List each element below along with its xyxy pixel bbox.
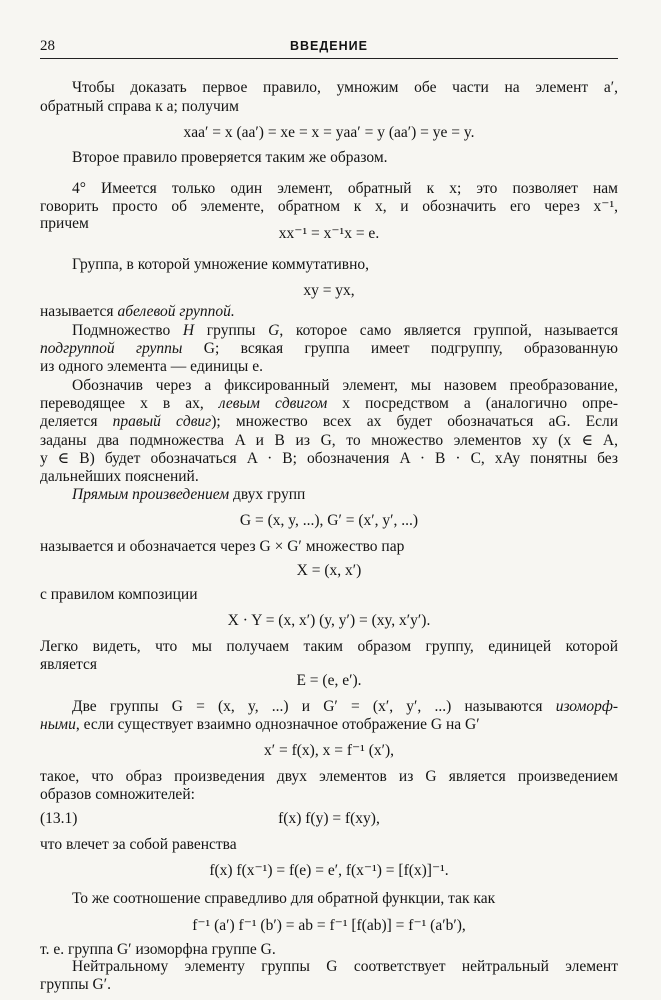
equation-number: (13.1) <box>40 810 78 827</box>
text-span: G; всякая группа имеет подгруппу, образованную <box>182 340 618 357</box>
text-line: что влечет за собой равенства <box>40 836 237 853</box>
text-line: Группа, в которой умножение коммутативно, <box>72 256 370 273</box>
math-var: H <box>182 322 195 339</box>
text-line: говорить просто об элементе, обратном к x, и обозначить его через x⁻¹, <box>40 198 618 215</box>
term-subgroup: подгруппой группы <box>40 340 183 357</box>
chapter-title: ВВЕДЕНИЕ <box>290 39 368 53</box>
running-header <box>40 38 618 56</box>
equation: E = (e, e′). <box>296 672 362 689</box>
text-line: обратный справа к a; получим <box>40 98 239 115</box>
term-isomorphic-end: ными <box>40 716 76 733</box>
header-rule <box>40 58 618 59</box>
text-span: называется <box>40 303 118 320</box>
text-line <box>40 716 618 734</box>
text-span: , которое само является группой, называется <box>279 322 618 339</box>
equation: G = (x, y, ...), G′ = (x′, y′, ...) <box>239 512 419 529</box>
text-line: дальнейших пояснений. <box>40 468 199 485</box>
equation: f(x) f(x⁻¹) = f(e) = e′, f(x⁻¹) = [f(x)]⁻¹. <box>209 862 449 879</box>
page-number: 28 <box>40 38 55 54</box>
text-span: переводящее x в ax, <box>40 395 219 412</box>
equation: xy = yx, <box>303 282 355 299</box>
equation: f(x) f(y) = f(xy), <box>278 810 380 827</box>
term-left-shift: левым сдвигом <box>218 395 328 412</box>
numbered-equation <box>40 810 618 828</box>
text-line <box>40 395 618 413</box>
term-direct-product: Прямым произведением <box>72 486 230 503</box>
text-span: двух групп <box>229 486 306 503</box>
text-line <box>40 340 618 358</box>
text-span: x посредством a (аналогично опре- <box>327 395 618 412</box>
equation: X = (x, x′) <box>296 562 362 579</box>
equation: x′ = f(x), x = f⁻¹ (x′), <box>263 742 395 759</box>
text-span: Две группы G = (x, y, ...) и G′ = (x′, y′, ...) называются <box>72 698 556 715</box>
text-span: деляется <box>40 413 113 430</box>
text-line <box>40 486 650 504</box>
text-line: y ∈ B) будет обозначаться A · B; обозначения A · B · C, xAy понятны без <box>40 450 618 467</box>
text-line: Чтобы доказать первое правило, умножим обе части на элемент a′, <box>72 79 618 96</box>
text-line: Второе правило проверяется таким же образом. <box>72 149 388 166</box>
term-abelian-group: абелевой группой. <box>117 303 235 320</box>
text-line <box>40 303 618 321</box>
text-span: Подмножество <box>72 322 183 339</box>
text-line <box>40 322 618 340</box>
text-line: группы G′. <box>40 976 111 993</box>
math-var: G <box>268 322 280 339</box>
text-span: ); множество всех ax будет обозначаться aG. Если <box>211 413 618 430</box>
text-line: То же соотношение справедливо для обратной функции, так как <box>72 890 496 907</box>
term-isomorphic: изоморф- <box>555 698 618 715</box>
equation: X · Y = (x, x′) (y, y′) = (xy, x′y′). <box>227 612 431 629</box>
text-span: , если существует взаимно однозначное отображение G на G′ <box>75 716 480 733</box>
text-line: Нейтральному элементу группы G соответствует нейтральный элемент <box>72 958 618 975</box>
text-line: является <box>40 656 97 673</box>
text-line <box>40 413 618 431</box>
text-line: Обозначив через a фиксированный элемент, мы назовем преобразование, <box>72 377 618 394</box>
text-line: образов сомножителей: <box>40 786 195 803</box>
text-line: Легко видеть, что мы получаем таким образом группу, единицей которой <box>40 638 618 655</box>
text-line: т. е. группа G′ изоморфна группе G. <box>40 941 276 958</box>
text-line: из одного элемента — единицы e. <box>40 358 263 375</box>
text-line <box>40 698 618 716</box>
equation: xx⁻¹ = x⁻¹x = e. <box>278 225 380 242</box>
text-line: с правилом композиции <box>40 586 198 603</box>
equation: f⁻¹ (a′) f⁻¹ (b′) = ab = f⁻¹ [f(ab)] = f⁻¹ (a′b′), <box>192 917 466 934</box>
text-span: группы <box>194 322 269 339</box>
text-line: причем <box>40 215 89 232</box>
text-line: заданы два подмножества A и B из G, то множество элементов xy (x ∈ A, <box>40 432 618 449</box>
equation: xaa′ = x (aa′) = xe = x = yaa′ = y (aa′) = ye = y. <box>183 124 475 141</box>
text-line: такое, что образ произведения двух элементов из G является произведением <box>40 768 618 785</box>
text-line: 4° Имеется только один элемент, обратный к x; это позволяет нам <box>72 180 618 197</box>
term-right-shift: правый сдвиг <box>112 413 212 430</box>
text-line: называется и обозначается через G × G′ множество пар <box>40 538 405 555</box>
